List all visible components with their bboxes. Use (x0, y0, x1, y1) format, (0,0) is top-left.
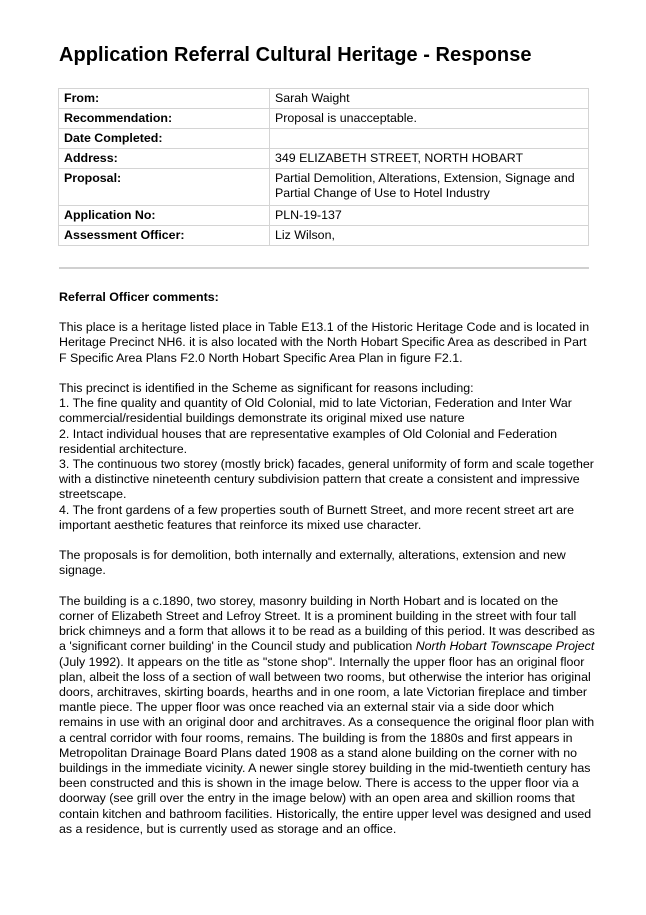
row-value: Partial Demolition, Alterations, Extension, Signage and Partial Change of Use to Hotel Industry (270, 169, 589, 206)
paragraph-building-description (59, 594, 595, 837)
list-item (59, 427, 595, 457)
row-label: Application No: (59, 206, 270, 226)
paragraph-heritage-listing: This place is a heritage listed place in Table E13.1 of the Historic Heritage Code and is located in Heritage Precinct NH6. it is also located with the North Hobart Specific Area as described in Part F Specific Area Plans F2.0 North Hobart Specific Area Plan in figure F2.1. (59, 320, 590, 365)
publication-title: North Hobart Townscape Project (415, 639, 595, 654)
list-number: 2 . (59, 427, 73, 441)
significance-list (59, 396, 595, 533)
row-value: Liz Wilson, (270, 226, 589, 246)
table-row (59, 149, 589, 169)
building-text-part-a: The building is a c.1890, two storey, masonry building in North Hobart and is located on the corner of Elizabeth Street and Lefroy Street. It is a prominent building in the street with four tall brick chimneys and a form that allows it to be read as a building of this period. It was described as a 'significant corner building' in the Council study and publication (59, 593, 595, 654)
row-value: Sarah Waight (270, 89, 589, 109)
referral-details-table (58, 88, 589, 246)
page-title: Application Referral Cultural Heritage - Response (59, 44, 532, 66)
list-text: The fine quality and quantity of Old Colonial, mid to late Victorian, Federation and Inter War commercial/residential buildings demonstrate its original mixed use nature (59, 396, 572, 426)
precinct-intro: This precinct is identified in the Scheme as significant for reasons including: (59, 381, 474, 395)
section-divider (59, 267, 589, 269)
list-text: The front gardens of a few properties south of Burnett Street, and more recent street art are important aesthetic features that reinforce its mixed use character. (59, 502, 574, 532)
row-label: Assessment Officer: (59, 226, 270, 246)
row-value: 349 ELIZABETH STREET, NORTH HOBART (270, 149, 589, 169)
row-value: Proposal is unacceptable. (270, 109, 589, 129)
row-label: From: (59, 89, 270, 109)
list-number: 1 . (59, 396, 73, 410)
row-label: Address: (59, 149, 270, 169)
table-row (59, 109, 589, 129)
paragraph-proposal: The proposals is for demolition, both internally and externally, alterations, extension and new signage. (59, 548, 566, 578)
list-item (59, 503, 595, 533)
row-value: PLN-19-137 (270, 206, 589, 226)
list-number: 4 . (59, 503, 73, 517)
table-row (59, 206, 589, 226)
referral-comments (59, 290, 595, 852)
list-number: 3 . (59, 457, 73, 471)
row-value (270, 129, 589, 149)
row-label: Date Completed: (59, 129, 270, 149)
comments-heading: Referral Officer comments: (59, 290, 219, 304)
building-text-part-b: (July 1992). It appears on the title as "stone shop". Internally the upper floor has an original floor plan, albeit the loss of a section of wall between two rooms, but otherwise the interior has original doors, architraves, skirting boards, hearths and in one room, a late Victorian fireplace and timber mantle piece. The upper floor was once reached via an external stair via a side door which remains in use with an original door and architraves. As a consequence the original floor plan with a central corridor with four rooms, remains. The building is from the 1880s and first appears in Metropolitan Drainage Board Plans dated 1908 as a stand alone building on the corner with no buildings in the immediate vicinity. A newer single storey building in the mid-twentieth century has been constructed and this is shown in the image below. There is access to the upper floor via a doorway (see grill over the entry in the image below) with an open area and skillion rooms that contain kitchen and bathroom facilities. Historically, the entire upper level was designed and used as a residence, but is currently used as storage and an office. (59, 654, 595, 836)
precinct-significance (59, 381, 595, 533)
table-row (59, 226, 589, 246)
row-label: Recommendation: (59, 109, 270, 129)
table-row (59, 169, 589, 206)
table-row (59, 89, 589, 109)
list-item (59, 457, 595, 503)
row-label: Proposal: (59, 169, 270, 206)
table-row (59, 129, 589, 149)
list-text: Intact individual houses that are representative examples of Old Colonial and Federation residential architecture. (59, 426, 558, 456)
list-item (59, 396, 595, 426)
list-text: The continuous two storey (mostly brick) facades, general uniformity of form and scale together with a distinctive nineteenth century subdivision pattern that create a consistent and impressive streetscape. (59, 457, 594, 502)
